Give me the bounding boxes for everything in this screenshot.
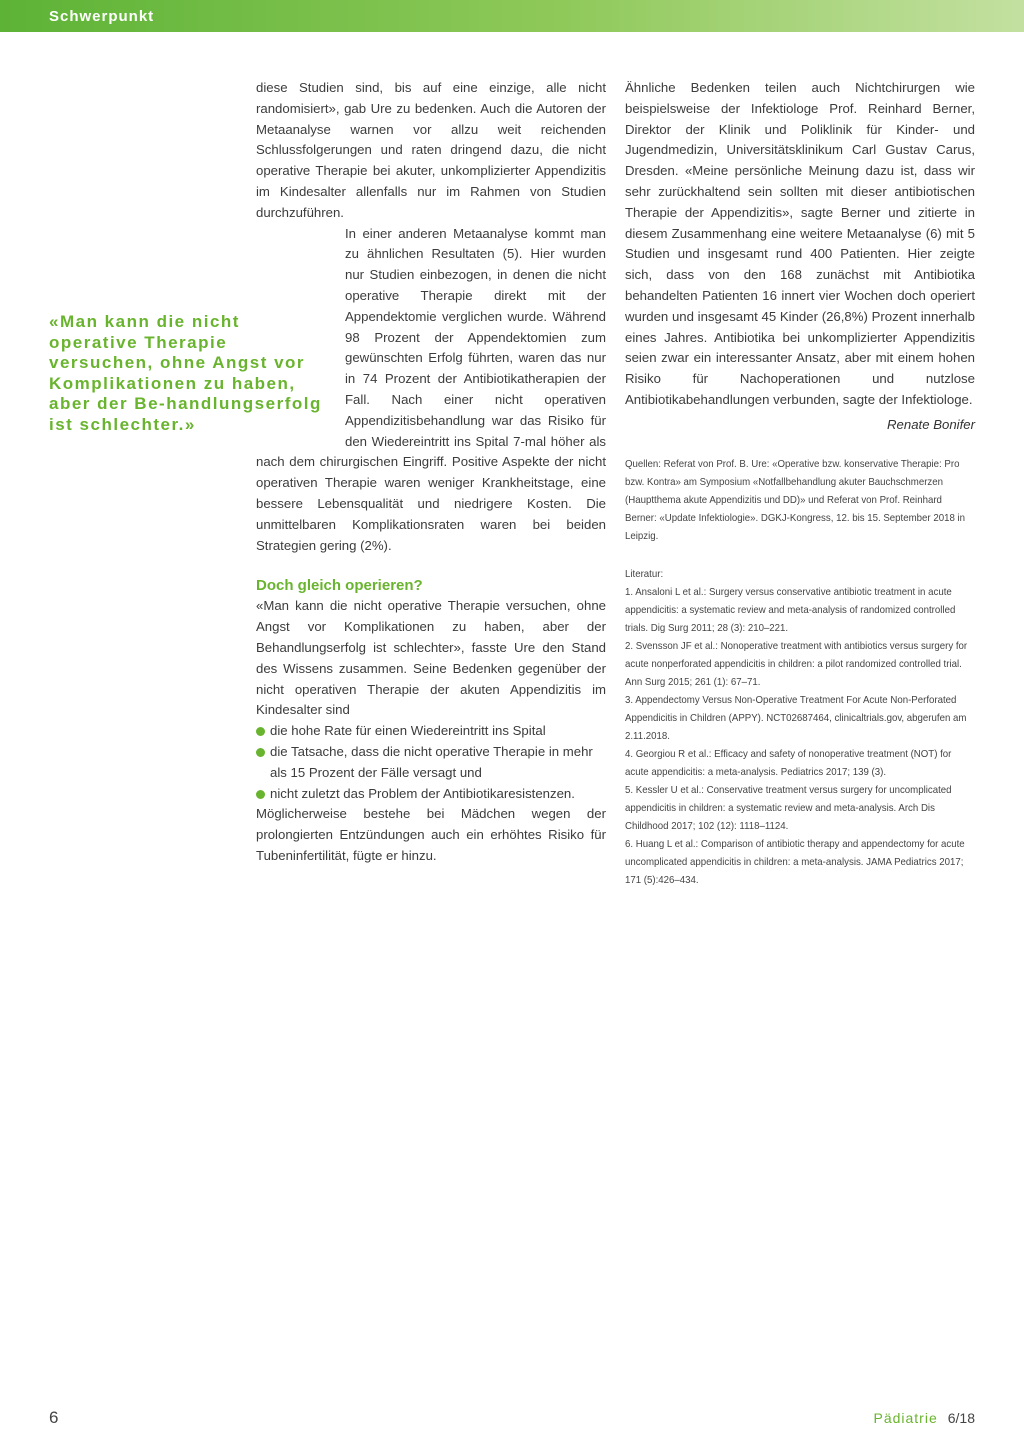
section-label: Schwerpunkt: [49, 8, 155, 25]
reference-item: 5. Kessler U et al.: Conservative treatment versus surgery for uncomplicated appendicitis in children: a systematic review and meta-analysis. Arch Dis Childhood 2017; 102 (12): 1118–1124.: [625, 784, 952, 832]
sources-note: Quellen: Referat von Prof. B. Ure: «Operative bzw. konservative Therapie: Pro bzw. Kontra» am Symposium «Notfallbehandlung akuter Bauchschmerzen (Hauptthema akute Appendizitis und DD)» und Referat von Prof. Reinhard Berner: «Update Infektiologie». DGKJ-Kongress, 12. bis 15. September 2018 in Leipzig.: [625, 458, 966, 542]
bullet-item: die Tatsache, dass die nicht operative Therapie in mehr als 15 Prozent der Fälle versagt und: [256, 742, 606, 784]
bullet-dot-icon: [256, 727, 265, 736]
author: Renate Bonifer: [887, 416, 975, 432]
magazine-name: Pädiatrie: [873, 1410, 938, 1426]
references-block: [625, 456, 975, 890]
reference-item: 4. Georgiou R et al.: Efficacy and safety of nonoperative treatment (NOT) for acute appendicitis: a meta-analysis. Pediatrics 2017; 139 (3).: [625, 748, 952, 778]
pull-quote-gap: [256, 224, 345, 432]
reference-item: 3. Appendectomy Versus Non-Operative Treatment For Acute Non-Perforated Appendicitis in Children (APPY). NCT02687464, clinicaltrials.gov, abgerufen am 2.11.2018.: [625, 694, 967, 742]
bullet-dot-icon: [256, 748, 265, 757]
page-number: 6: [49, 1408, 59, 1427]
literature-title: Literatur:: [625, 568, 664, 580]
bullet-list: [256, 721, 606, 804]
reference-item: 6. Huang L et al.: Comparison of antibiotic therapy and appendectomy for acute uncomplicated appendicitis in children: a meta-analysis. JAMA Pediatrics 2017; 171 (5):426–434.: [625, 838, 965, 886]
bullet-dot-icon: [256, 790, 265, 799]
bullet-item: nicht zuletzt das Problem der Antibiotikaresistenzen.: [256, 784, 606, 805]
subheading: Doch gleich operieren?: [256, 577, 423, 595]
magazine-footer: [873, 1410, 975, 1426]
issue-number: 6/18: [947, 1410, 975, 1426]
reference-item: 1. Ansaloni L et al.: Surgery versus conservative antibiotic treatment in acute appendicitis: a systematic review and meta-analysis of randomized controlled trials. Dig Surg 2011; 28 (3): 210–221.: [625, 586, 956, 634]
bullet-item: die hohe Rate für einen Wiedereintritt ins Spital: [256, 721, 606, 742]
article-column-middle: [256, 78, 606, 867]
paragraph: In einer anderen Metaanalyse kommt man zu ähnlichen Resultaten (5). Hier wurden nur Studien einbezogen, in denen die nicht operative Therapie direkt mit der Appendektomie verglichen wurde. Während 98 Prozent der Appendektomien zum gewünschten Erfolg führten, waren das nur in 74 Prozent der Antibiotikatherapien der Fall. Nach einer nicht operativen Appendizitisbehandlung war das Risiko für den Wiedereintritt ins Spital 7-mal höher als nach dem chirurgischen Eingriff. Positive Aspekte der nicht operativen Therapie waren weniger Krankheitstage, eine bessere Lebensqualität und niedrigere Kosten. Die unmittelbaren Komplikationsraten waren bei beiden Strategien gering (2%).: [256, 225, 606, 553]
paragraph: diese Studien sind, bis auf eine einzige, alle nicht randomisiert», gab Ure zu bedenken. Auch die Autoren der Metaanalyse warnen vor allzu weit reichenden Schlussfolgerungen und raten dringend dazu, die nicht operative Therapie bei akuter, unkomplizierter Appendizitis im Kindesalter allenfalls nur im Rahmen von Studien durchzuführen.: [256, 80, 606, 220]
header-band: [0, 0, 1024, 32]
article-column-right: [625, 78, 975, 890]
paragraph: Ähnliche Bedenken teilen auch Nichtchirurgen wie beispielsweise der Infektiologe Prof. Reinhard Berner, Direktor der Klinik und Poliklinik für Kinder- und Jugendmedizin, Universitätsklinikum Carl Gustav Carus, Dresden. «Meine persönliche Meinung dazu ist, dass wir sehr zurückhaltend sein sollten mit dieser antibiotischen Therapie der Appendizitis», sagte Berner und zitierte in diesem Zusammenhang eine weitere Metaanalyse (6) mit 5 Studien und insgesamt rund 400 Patienten. Hier zeigte sich, dass von den 168 zunächst mit Antibiotika behandelten Patienten 16 innert vier Wochen doch operiert wurden und insgesamt 45 Kinder (26,8%) Prozent innerhalb eines Jahres. Antibiotika bei unkomplizierter Appendizitis seien zwar ein interessanter Ansatz, aber mit einem hohen Risiko für Nachoperationen und nutzlose Antibiotikabehandlungen verbunden, sagte der Infektiologe.: [625, 80, 975, 407]
pull-quote: «Man kann die nicht operative Therapie versuchen, ohne Angst vor Komplikationen zu haben, aber der Be-handlungserfolg ist schlechter.»: [49, 312, 322, 434]
paragraph: «Man kann die nicht operative Therapie versuchen, ohne Angst vor Komplikationen zu haben, aber der Behandlungserfolg ist schlechter», fasste Ure den Stand des Wissens zusammen. Seine Bedenken gegenüber der nicht operativen Therapie der akuten Appendizitis im Kindesalter sind: [256, 598, 606, 718]
paragraph: Möglicherweise bestehe bei Mädchen wegen der prolongierten Entzündungen auch ein erhöhtes Risiko für Tubeninfertilität, fügte er hinzu.: [256, 806, 606, 863]
reference-item: 2. Svensson JF et al.: Nonoperative treatment with antibiotics versus surgery for acute nonperforated appendicitis in children: a pilot randomized controlled trial. Ann Surg 2015; 261 (1): 67–71.: [625, 640, 968, 688]
